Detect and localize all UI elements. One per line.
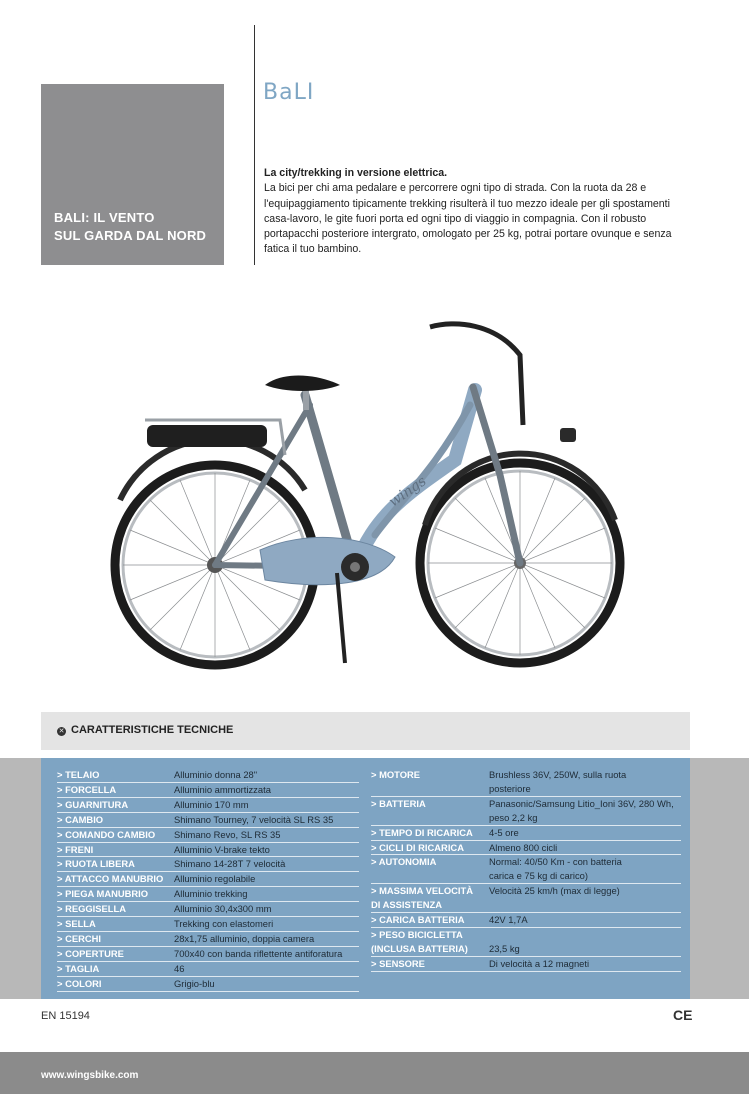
- frame-logo: wings: [386, 473, 430, 511]
- spec-label: > PIEGA MANUBRIO: [57, 888, 149, 900]
- spec-value: Almeno 800 cicli: [489, 841, 558, 853]
- spec-row: [57, 813, 359, 828]
- spec-row: [371, 855, 681, 884]
- spec-row: [57, 902, 359, 917]
- spec-value: 28x1,75 alluminio, doppia camera: [174, 932, 315, 944]
- spec-label: > COPERTURE: [57, 947, 124, 959]
- chain-guard: [260, 537, 395, 584]
- norm-label: EN 15194: [41, 1010, 90, 1022]
- spec-label: > REGGISELLA: [57, 903, 127, 915]
- spec-label: > RUOTA LIBERA: [57, 858, 135, 870]
- bike-image: [105, 295, 645, 690]
- spec-value: 42V 1,7A: [489, 914, 528, 926]
- spec-value: 4-5 ore: [489, 826, 519, 838]
- spec-value: Grigio-blu: [174, 977, 215, 989]
- spec-label: > SELLA: [57, 918, 96, 930]
- page-title-line1: BALI: IL VENTO: [54, 210, 155, 225]
- spec-value: Brushless 36V, 250W, sulla ruota posteriore: [489, 769, 627, 794]
- title-box: [41, 84, 224, 265]
- spec-row: [371, 884, 681, 913]
- footer-bar: [0, 1052, 749, 1094]
- spec-label: > CICLI DI RICARICA: [371, 841, 464, 853]
- spec-label: > COMANDO CAMBIO: [57, 828, 156, 840]
- spec-label: > CERCHI: [57, 932, 102, 944]
- spec-row: [57, 857, 359, 872]
- spec-label: > FORCELLA: [57, 783, 117, 795]
- cross-circle-icon: ✕: [58, 728, 65, 735]
- spec-value: Alluminio regolabile: [174, 873, 256, 885]
- spec-label: > TEMPO DI RICARICA: [371, 826, 473, 838]
- spec-label: > PESO BICICLETTA (INCLUSA BATTERIA): [371, 928, 468, 954]
- spec-value: 700x40 con banda riflettente antiforatura: [174, 947, 343, 959]
- spec-row: [57, 872, 359, 887]
- spec-label: > SENSORE: [371, 957, 425, 969]
- spec-row: [57, 917, 359, 932]
- spec-value: Alluminio 170 mm: [174, 798, 249, 810]
- intro-body: La bici per chi ama pedalare e percorrere ogni tipo di strada. Con la ruota da 28 e l'equipaggiamento tipicamente trekking risulterà il tuo mezzo ideale per gli spostamenti casa-lavoro, le gite fuori porta ed ogni tipo di viaggio in compagnia. Con il robusto portapacchi posteriore intergrato, omologato per 25 kg, potrai portare ovunque e senza fatica il tuo bambino.: [264, 182, 672, 256]
- spec-row: [57, 932, 359, 947]
- spec-value: Normal: 40/50 Km - con batteria carica e 75 kg di carico): [489, 856, 622, 882]
- specs-right-column: [371, 768, 681, 972]
- spec-row: [371, 957, 681, 972]
- intro-text: [264, 166, 694, 258]
- spec-label: > FRENI: [57, 843, 94, 855]
- spec-value: Alluminio donna 28": [174, 769, 258, 780]
- spec-row: [57, 828, 359, 843]
- spec-row: [57, 768, 359, 783]
- spec-value: Alluminio ammortizzata: [174, 783, 271, 795]
- specs-heading: CARATTERISTICHE TECNICHE: [71, 724, 234, 736]
- spec-row: [371, 826, 681, 841]
- ce-mark: CE: [673, 1007, 693, 1023]
- spec-row: [57, 783, 359, 798]
- saddle: [265, 376, 340, 391]
- kickstand: [337, 573, 345, 663]
- specs-panel: [41, 758, 690, 999]
- spec-row: [57, 798, 359, 813]
- spec-row: [371, 841, 681, 856]
- spec-label: > CAMBIO: [57, 813, 104, 825]
- spec-label: > CARICA BATTERIA: [371, 914, 465, 926]
- spec-label: > BATTERIA: [371, 797, 426, 809]
- header-divider: [254, 25, 255, 265]
- spec-label: > AUTONOMIA: [371, 856, 437, 868]
- spec-label: > ATTACCO MANUBRIO: [57, 873, 164, 885]
- spec-row: [57, 977, 359, 992]
- page-title-line2: SUL GARDA DAL NORD: [54, 228, 207, 243]
- spec-value: Shimano Tourney, 7 velocità SL RS 35: [174, 813, 334, 825]
- spec-value: Alluminio 30,4x300 mm: [174, 903, 272, 915]
- page-title: [54, 209, 206, 245]
- spec-label: > COLORI: [57, 977, 102, 989]
- spec-value: Alluminio trekking: [174, 888, 248, 900]
- spec-value: Shimano 14-28T 7 velocità: [174, 858, 286, 870]
- specs-header: [41, 712, 690, 750]
- spec-value: 23,5 kg: [489, 942, 520, 954]
- spec-value: Shimano Revo, SL RS 35: [174, 828, 281, 840]
- spec-value: Panasonic/Samsung Litio_Ioni 36V, 280 Wh, peso 2,2 kg: [489, 797, 674, 823]
- spec-label: > MOTORE: [371, 769, 421, 780]
- spec-value: 46: [174, 962, 185, 974]
- spec-label: > GUARNITURA: [57, 798, 129, 810]
- spec-row: [371, 768, 681, 797]
- spec-row: [371, 797, 681, 826]
- spec-value: Trekking con elastomeri: [174, 918, 274, 930]
- spec-label: > TAGLIA: [57, 962, 100, 974]
- spec-value: Alluminio V-brake tekto: [174, 843, 270, 855]
- spec-row: [57, 962, 359, 977]
- spec-row: [57, 947, 359, 962]
- spec-row: [371, 928, 681, 957]
- spec-value: Velocità 25 km/h (max di legge): [489, 885, 620, 897]
- spec-row: [57, 843, 359, 858]
- spec-row: [57, 887, 359, 902]
- website-link[interactable]: www.wingsbike.com: [41, 1070, 139, 1081]
- spec-label: > MASSIMA VELOCITÀ DI ASSISTENZA: [371, 885, 474, 911]
- intro-lead: La city/trekking in versione elettrica.: [264, 167, 448, 179]
- headlight: [560, 428, 576, 442]
- specs-left-column: [57, 768, 359, 992]
- spec-label: > TELAIO: [57, 769, 100, 780]
- spec-value: Di velocità a 12 magneti: [489, 957, 590, 969]
- spec-row: [371, 913, 681, 928]
- bali-logo: BaLI: [263, 80, 315, 105]
- battery: [147, 425, 267, 447]
